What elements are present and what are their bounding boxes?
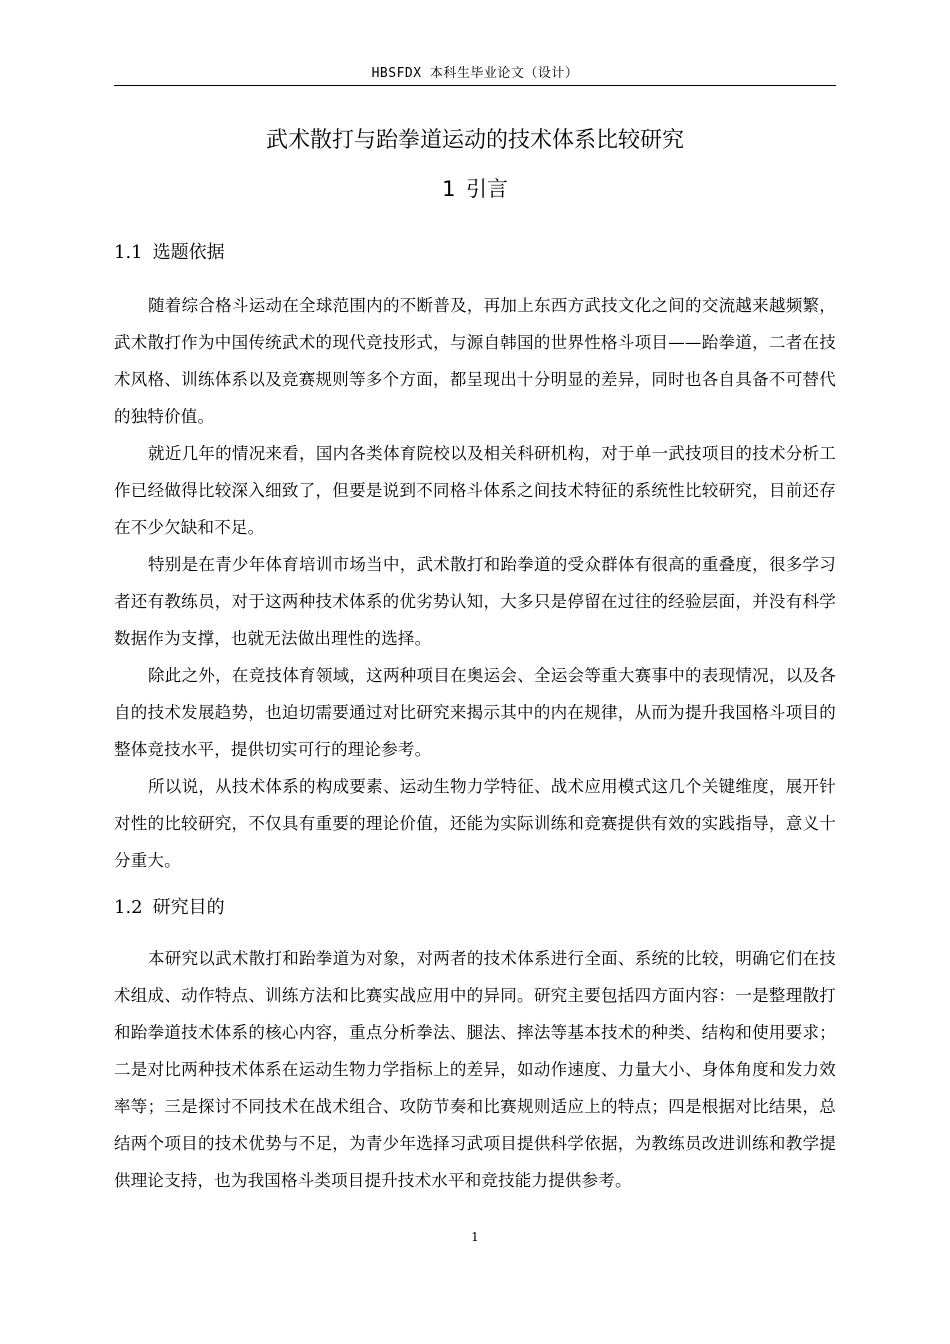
body-paragraph: 特别是在青少年体育培训市场当中，武术散打和跆拳道的受众群体有很高的重叠度，很多学习者还有教练员，对于这两种技术体系的优劣势认知，大多只是停留在过往的经验层面，并没有科学数据作为支撑，也就无法做出理性的选择。 [114,555,836,648]
section-number: 1.1 [114,242,143,263]
section-name: 研究目的 [152,897,225,918]
section-name: 选题依据 [152,242,225,263]
section-number: 1.2 [114,897,143,918]
body-paragraph: 所以说，从技术体系的构成要素、运动生物力学特征、战术应用模式这几个关键维度，展开针对性的比较研究，不仅具有重要的理论价值，还能为实际训练和竞赛提供有效的实践指导，意义十分重大。 [114,777,836,870]
chapter-number: 1 [442,177,456,201]
section-body-1-1 [114,287,836,879]
body-paragraph: 除此之外，在竞技体育领域，这两种项目在奥运会、全运会等重大赛事中的表现情况，以及各自的技术发展趋势，也迫切需要通过对比研究来揭示其中的内在规律，从而为提升我国格斗项目的整体竞技水平，提供切实可行的理论参考。 [114,666,836,759]
section-heading-1-1 [114,239,836,267]
chapter-name: 引言 [465,177,508,201]
running-header: HBSFDX 本科生毕业论文（设计） [371,66,579,81]
page-number: 1 [471,1230,479,1244]
section-body-1-2 [114,940,836,1199]
header-rule [114,85,836,86]
body-paragraph: 就近几年的情况来看，国内各类体育院校以及相关科研机构，对于单一武技项目的技术分析工作已经做得比较深入细致了，但要是说到不同格斗体系之间技术特征的系统性比较研究，目前还存在不少欠缺和不足。 [114,444,836,537]
section-heading-1-2 [114,894,836,922]
paper-title: 武术散打与跆拳道运动的技术体系比较研究 [265,128,684,153]
body-paragraph: 本研究以武术散打和跆拳道为对象，对两者的技术体系进行全面、系统的比较，明确它们在技术组成、动作特点、训练方法和比赛实战应用中的异同。研究主要包括四方面内容：一是整理散打和跆拳道技术体系的核心内容，重点分析拳法、腿法、摔法等基本技术的种类、结构和使用要求；二是对比两种技术体系在运动生物力学指标上的差异，如动作速度、力量大小、身体角度和发力效率等；三是探讨不同技术在战术组合、攻防节奏和比赛规则适应上的特点；四是根据对比结果，总结两个项目的技术优势与不足，为青少年选择习武项目提供科学依据，为教练员改进训练和教学提供理论支持，也为我国格斗类项目提升技术水平和竞技能力提供参考。 [114,949,836,1190]
body-paragraph: 随着综合格斗运动在全球范围内的不断普及，再加上东西方武技文化之间的交流越来越频繁，武术散打作为中国传统武术的现代竞技形式，与源自韩国的世界性格斗项目——跆拳道，二者在技术风格、训练体系以及竞赛规则等多个方面，都呈现出十分明显的差异，同时也各自具备不可替代的独特价值。 [114,296,836,426]
chapter-title [114,172,836,206]
